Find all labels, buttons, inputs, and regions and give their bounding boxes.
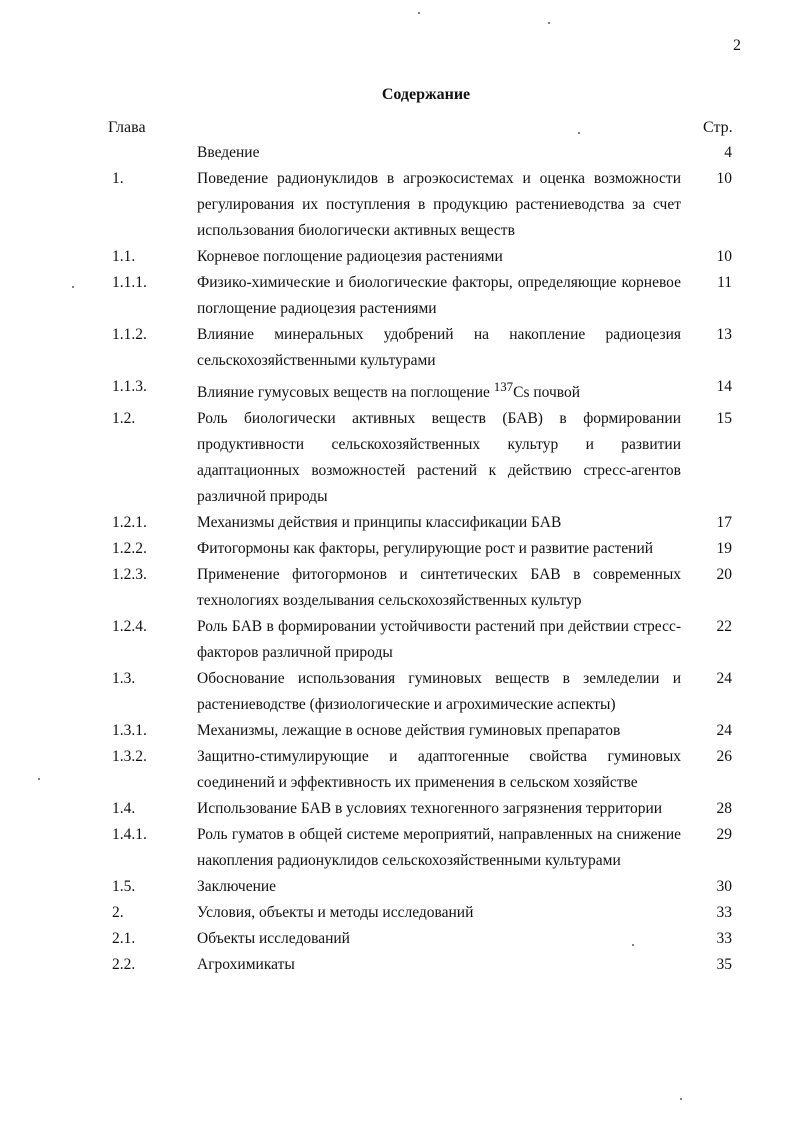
toc-entry-page: 30: [716, 878, 732, 896]
toc-entry: [0, 822, 792, 874]
scan-speck: [578, 132, 580, 134]
toc-entry: [0, 374, 792, 406]
toc-entry-title: Фитогормоны как факторы, регулирующие рост и развитие растений: [197, 540, 654, 558]
toc-entry: [0, 166, 792, 244]
toc-entry-title: Условия, объекты и методы исследований: [197, 904, 474, 922]
toc-entry-number: 1.1.1.: [112, 274, 147, 291]
toc-entry: [0, 614, 792, 666]
toc-entry: [0, 926, 792, 952]
toc-entry: [0, 952, 792, 978]
toc-entry-title: Роль гуматов в общей системе мероприятий, направленных на снижение накопления радионуклидов сельскохозяйственными культурами: [197, 826, 681, 870]
toc-entry-title-text: Влияние гумусовых веществ на поглощение: [197, 384, 494, 402]
toc-entry-title: Роль БАВ в формировании устойчивости растений при действии стресс-факторов различной природы: [197, 618, 681, 662]
toc-entry-title: Механизмы действия и принципы классификации БАВ: [197, 514, 562, 532]
toc-entry-title: Обоснование использования гуминовых веществ в земледелии и растениеводстве (физиологические и агрохимические аспекты): [197, 670, 681, 714]
toc-entry: [0, 718, 792, 744]
toc-entry-number: 1.2.4.: [112, 618, 147, 636]
toc-entry-page: 35: [716, 956, 732, 974]
scan-speck: [680, 1098, 682, 1100]
toc-entry-title: Агрохимикаты: [197, 956, 295, 974]
toc-entry: [0, 270, 792, 322]
toc-entry-title-text: Cs почвой: [513, 384, 581, 402]
toc-entry-number: 1.5.: [112, 878, 136, 896]
toc-entry-title: Заключение: [197, 878, 277, 896]
toc-entry-page: 33: [716, 904, 732, 922]
scan-speck: [548, 22, 550, 24]
column-header-chapter: Глава: [108, 119, 146, 136]
toc-entry-number: 1.2.1.: [112, 514, 147, 532]
toc-entry-page: 10: [716, 248, 732, 265]
toc-entry-number: 1.3.: [112, 670, 136, 688]
toc-entry-number: 1.2.2.: [112, 540, 147, 558]
toc-entry: [0, 244, 792, 270]
toc-entry: [0, 744, 792, 796]
toc-entry-title: Поведение радионуклидов в агроэкосистемах и оценка возможности регулирования их поступления в продукцию растениеводства за счет использования биологически активных веществ: [197, 170, 681, 239]
toc-entry-page: 17: [716, 514, 732, 532]
page-title: Содержание: [381, 86, 471, 103]
scan-speck: [72, 286, 74, 288]
toc-entry-title: Объекты исследований: [197, 930, 350, 948]
table-of-contents: [0, 140, 792, 978]
toc-entry-page: 28: [716, 800, 732, 818]
toc-entry-number: 1.3.2.: [112, 748, 147, 766]
toc-entry-number: 1.: [112, 170, 124, 187]
toc-entry-page: 10: [716, 170, 732, 187]
toc-entry-page: 26: [716, 748, 732, 766]
toc-entry-page: 14: [716, 378, 732, 395]
toc-entry-page: 15: [716, 410, 732, 428]
toc-entry-title: Введение: [197, 144, 260, 161]
toc-entry: [0, 406, 792, 510]
toc-entry-title: Защитно-стимулирующие и адаптогенные свойства гуминовых соединений и эффективность их применения в сельском хозяйстве: [197, 748, 681, 792]
toc-entry: [0, 796, 792, 822]
toc-entry-page: 22: [716, 618, 732, 636]
toc-entry: [0, 900, 792, 926]
scan-speck: [418, 12, 420, 14]
toc-entry: [0, 322, 792, 374]
toc-entry-title: Корневое поглощение радиоцезия растениями: [197, 248, 503, 265]
toc-entry-title: Роль биологически активных веществ (БАВ) в формировании продуктивности сельскохозяйственных культур и развитии адаптационных возможностей растений к действию стресс-агентов различной природы: [197, 410, 681, 506]
isotope-superscript: 137: [493, 379, 514, 394]
toc-entry-title: Применение фитогормонов и синтетических БАВ в современных технологиях возделывания сельскохозяйственных культур: [197, 566, 681, 610]
toc-entry: [0, 510, 792, 536]
toc-entry-number: 1.4.: [112, 800, 136, 818]
toc-entry-number: 1.2.: [112, 410, 136, 428]
column-header-page: Стр.: [703, 119, 733, 136]
toc-entry-number: 1.1.3.: [112, 378, 147, 395]
scan-speck: [632, 944, 634, 946]
toc-entry-page: 20: [716, 566, 732, 584]
toc-entry-page: 24: [716, 670, 732, 688]
toc-entry-page: 13: [716, 326, 732, 343]
toc-entry-number: 2.2.: [112, 956, 136, 974]
toc-entry-title: Физико-химические и биологические факторы, определяющие корневое поглощение радиоцезия растениями: [197, 274, 681, 317]
scan-speck: [38, 778, 40, 780]
toc-entry: [0, 666, 792, 718]
toc-entry-page: 4: [724, 144, 732, 161]
toc-entry: [0, 140, 792, 166]
toc-entry-number: 1.4.1.: [112, 826, 147, 844]
toc-entry-number: 1.2.3.: [112, 566, 147, 584]
toc-entry-number: 2.: [112, 904, 124, 922]
toc-entry-page: 11: [717, 274, 732, 291]
toc-entry-number: 1.1.2.: [112, 326, 147, 343]
toc-entry-page: 19: [716, 540, 732, 558]
toc-entry-number: 1.3.1.: [112, 722, 147, 740]
toc-entry-page: 24: [716, 722, 732, 740]
toc-entry: [0, 562, 792, 614]
toc-entry-title: [197, 374, 681, 406]
toc-entry: [0, 536, 792, 562]
toc-entry-title: Использование БАВ в условиях техногенного загрязнения территории: [197, 800, 663, 818]
toc-entry-number: 1.1.: [112, 248, 136, 265]
toc-entry-number: 2.1.: [112, 930, 136, 948]
toc-entry-page: 33: [716, 930, 732, 948]
toc-entry-page: 29: [716, 826, 732, 844]
toc-entry-title: Влияние минеральных удобрений на накопление радиоцезия сельскохозяйственными культурами: [197, 326, 681, 369]
toc-entry-title: Механизмы, лежащие в основе действия гуминовых препаратов: [197, 722, 621, 740]
toc-entry: [0, 874, 792, 900]
page-number: 2: [733, 37, 741, 54]
